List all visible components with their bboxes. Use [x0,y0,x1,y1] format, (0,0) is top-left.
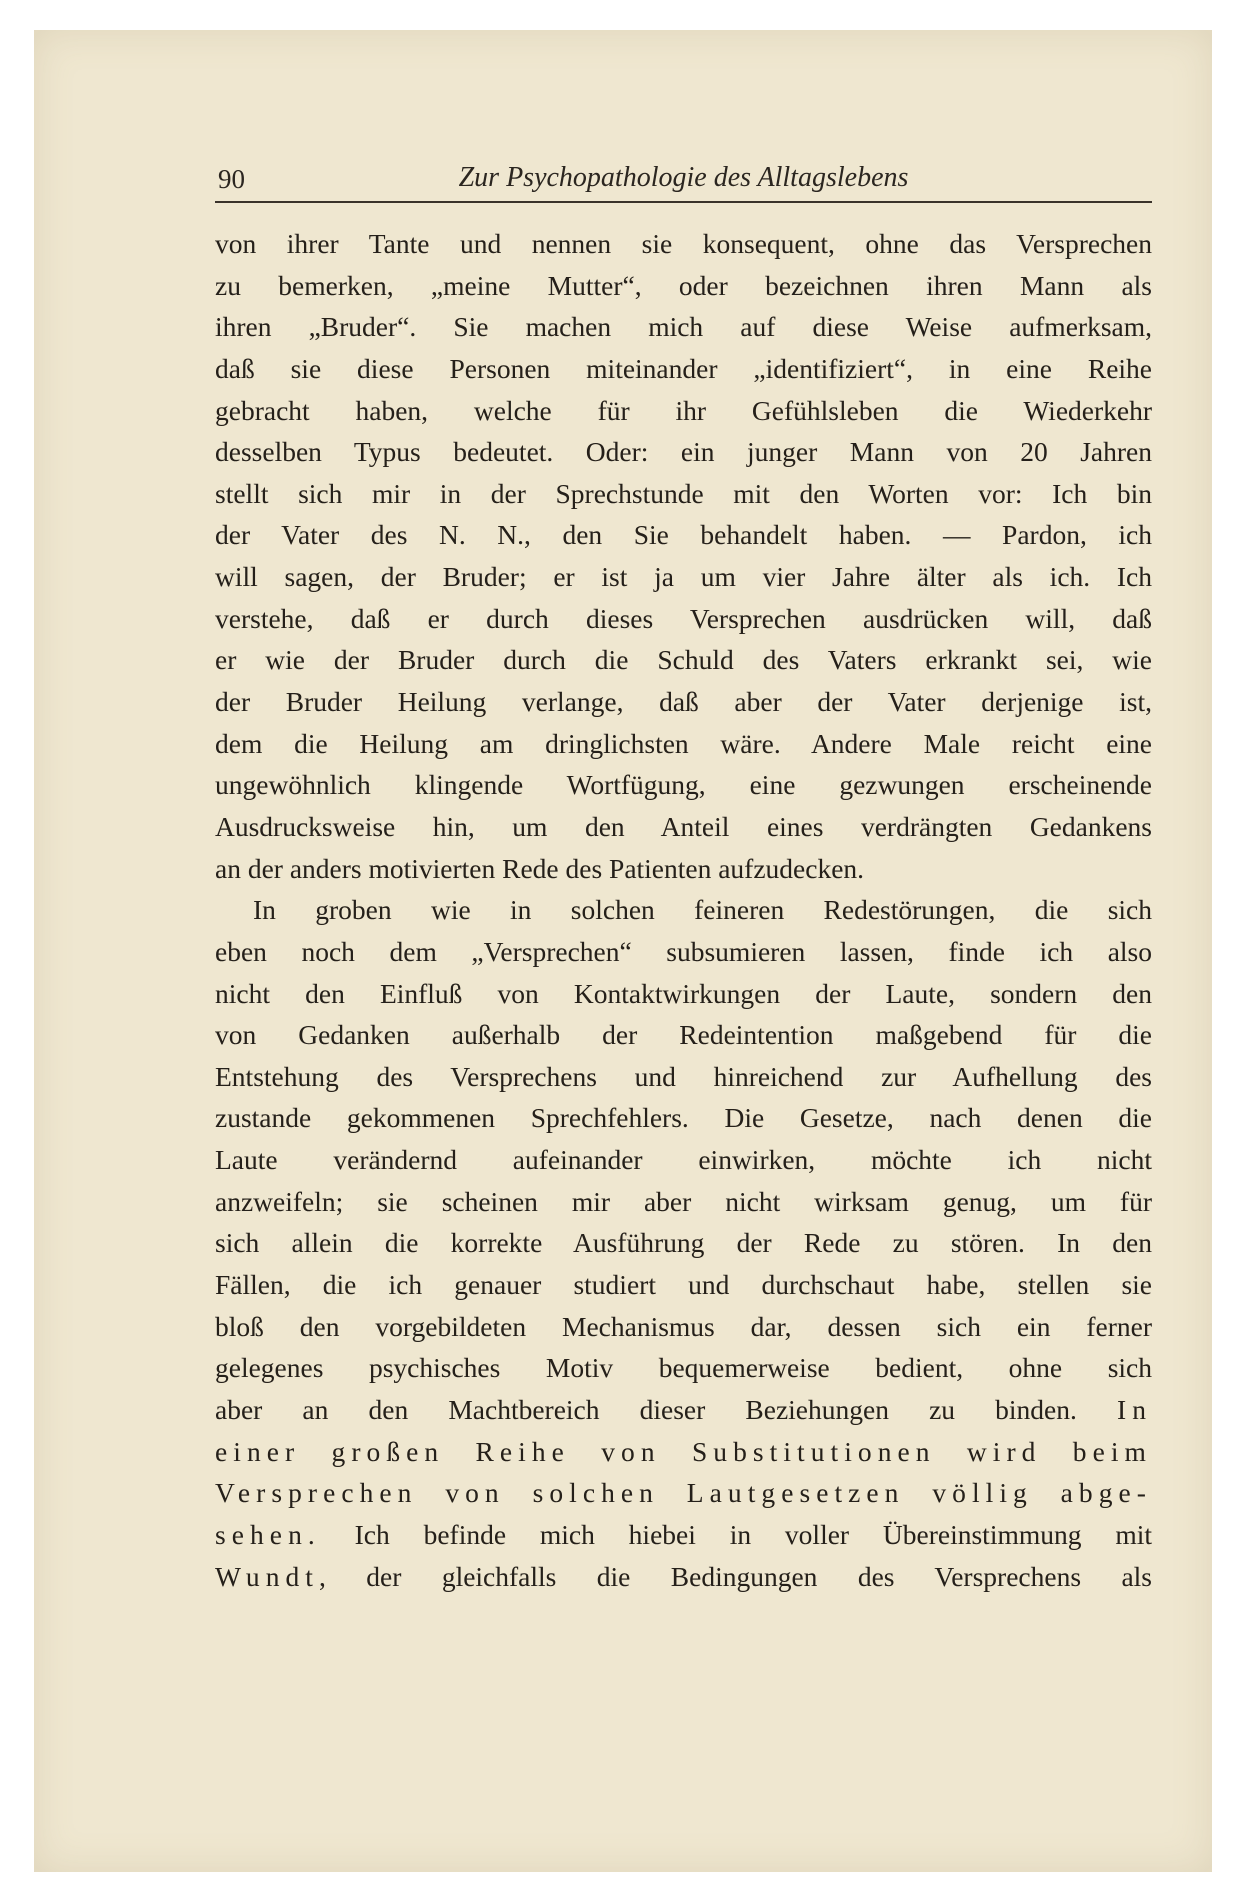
text-line [215,1014,1152,1056]
text-line [215,1056,1152,1098]
text-line [215,1181,1152,1223]
running-title: Zur Psychopathologie des Alltagslebens [458,162,909,193]
text-line [215,1556,1152,1598]
text-segment: anzweifeln; sie scheinen mir aber nicht wirksam genug, um für [215,1185,1152,1217]
spaced-emphasis-text: einer großen Reihe von Substitutionen wird beim [215,1435,1152,1467]
text-line [215,764,1152,806]
text-segment: von ihrer Tante und nennen sie konsequent, ohne das Versprechen [215,228,1152,259]
text-line [215,556,1152,598]
page-number: 90 [218,164,245,194]
text-segment: Ich befinde mich hiebei in voller Übereinstimmung mit [320,1518,1152,1550]
body-text [215,223,1152,1597]
text-line [215,723,1152,765]
text-line [215,348,1152,390]
text-segment: will sagen, der Bruder; er ist ja um vier Jahre älter als ich. Ich [215,561,1152,593]
header-rule [215,201,1152,203]
text-segment: stellt sich mir in der Sprechstunde mit den Worten vor: Ich bin [215,477,1152,509]
text-segment: daß sie diese Personen miteinander „identifiziert“, in eine Reihe [215,352,1152,384]
text-segment: In groben wie in solchen feineren Redestörungen, die sich [253,894,1152,926]
text-line [215,1097,1152,1139]
text-segment: ihren „Bruder“. Sie machen mich auf diese Weise aufmerksam, [215,311,1152,343]
text-line [215,514,1152,556]
text-segment: sich allein die korrekte Ausführung der Rede zu stören. In den [215,1227,1152,1259]
text-segment: an der anders motivierten Rede des Patienten aufzudecken. [215,852,865,884]
text-segment: desselben Typus bedeutet. Oder: ein junger Mann von 20 Jahren [215,436,1152,468]
text-line [215,681,1152,723]
text-line [215,806,1152,848]
text-segment: Ausdrucksweise hin, um den Anteil eines verdrängten Gedankens [215,810,1152,842]
text-line [215,1139,1152,1181]
text-segment: dem die Heilung am dringlichsten wäre. Andere Male reicht eine [215,727,1152,759]
text-line [215,598,1152,640]
text-line [215,889,1152,931]
text-segment: eben noch dem „Versprechen“ subsumieren lassen, finde ich also [215,935,1152,967]
text-line [215,223,1152,265]
spaced-emphasis-text: sehen. [215,1518,321,1550]
text-segment: von Gedanken außerhalb der Redeintention maßgebend für die [215,1019,1152,1051]
text-line [215,1347,1152,1389]
text-segment: Laute verändernd aufeinander einwirken, möchte ich nicht [215,1144,1152,1176]
text-segment: gebracht haben, welche für ihr Gefühlsleben die Wiederkehr [215,394,1152,426]
text-line [215,1222,1152,1264]
text-segment: der Vater des N. N., den Sie behandelt haben. — Pardon, ich [215,519,1152,551]
text-line [215,473,1152,515]
text-line [215,265,1152,307]
text-segment: , der gleichfalls die Bedingungen des Versprechens als [319,1560,1152,1592]
text-line [215,1431,1152,1473]
text-line [215,931,1152,973]
text-segment: zu bemerken, „meine Mutter“, oder bezeichnen ihren Mann als [215,269,1152,301]
text-segment: der Bruder Heilung verlange, daß aber der Vater derjenige ist, [215,686,1152,718]
spaced-emphasis-text: Wundt [215,1560,319,1592]
text-segment: Entstehung des Versprechens und hinreichend zur Aufhellung des [215,1060,1152,1092]
text-line [215,639,1152,681]
text-line [215,1514,1152,1556]
text-segment: gelegenes psychisches Motiv bequemerweise bedient, ohne sich [215,1352,1152,1384]
spaced-emphasis-text: In [1116,1393,1152,1425]
text-segment: ungewöhnlich klingende Wortfügung, eine gezwungen erscheinende [215,769,1152,801]
text-segment: aber an den Machtbereich dieser Beziehungen zu binden. [215,1393,1117,1425]
text-line [215,1389,1152,1431]
text-line [215,1264,1152,1306]
spaced-emphasis-text: Versprechen von solchen Lautgesetzen völlig abge- [215,1477,1152,1509]
text-line [215,973,1152,1015]
text-line [215,1306,1152,1348]
text-segment: bloß den vorgebildeten Mechanismus dar, dessen sich ein ferner [215,1310,1152,1342]
text-segment: verstehe, daß er durch dieses Versprechen ausdrücken will, daß [215,602,1152,634]
text-line [215,306,1152,348]
text-segment: Fällen, die ich genauer studiert und durchschaut habe, stellen sie [215,1269,1152,1301]
text-segment: nicht den Einfluß von Kontaktwirkungen der Laute, sondern den [215,977,1152,1009]
text-line [215,1472,1152,1514]
text-segment: zustande gekommenen Sprechfehlers. Die Gesetze, nach denen die [215,1102,1152,1134]
text-line [215,431,1152,473]
text-line [215,848,1152,890]
text-segment: er wie der Bruder durch die Schuld des Vaters erkrankt sei, wie [215,644,1152,676]
text-line [215,390,1152,432]
